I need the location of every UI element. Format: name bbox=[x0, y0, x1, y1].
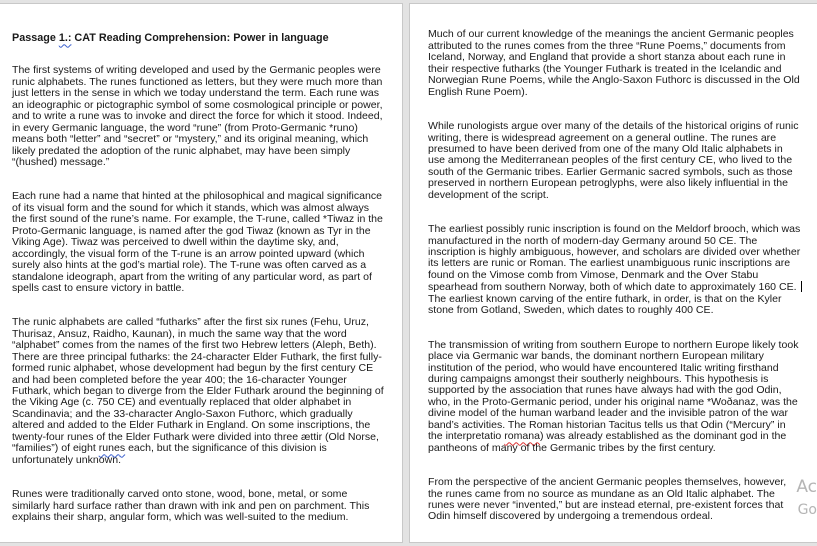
text: The transmission of writing from southern Europe to northern Europe likely took place via Germanic war bands, the dominant northern European military institution of the period, who would have encountered Italic writing firsthand during campaigns amongst their southerly neighbours. This hypothesis is supported by the association that runes have always had with the god Odin, who, in the Proto-Germanic period, under his original name *Woðanaz, was the divine model of the human warband leader and the invisible patron of the war band’s activities. The Roman historian Tacitus tells us that Odin (“Mercury” in the interpretatio bbox=[428, 338, 799, 443]
text: The runic alphabets are called “futharks” after the first six runes (Fehu, Uruz, Thurisaz, Ansuz, Raidho, Kaunan), in much the same way that the word “alphabet” comes from the names of the first two Hebrew letters (Aleph, Beth). There are three principal futharks: the 24-character Elder Futhark, the first fully- formed runic alphabet, whose development had begun by the first century CE and had been completed before the year 400; the 16-character Younger Futhark, which began to diverge from the Elder Futhark around the beginning of the Viking Age (c. 750 CE) and eventually replaced that older alphabet in Scandinavia; and the 33-character Anglo-Saxon Futhorc, which gradually altered and added to the Elder Futhark in England. On some inscriptions, the twenty-four runes of the Elder Futhark were divided into three ættir (Old Norse, “families”) of eight bbox=[12, 316, 384, 455]
paragraph: From the perspective of the ancient Germanic peoples themselves, however, the runes came from no source as mundane as an Old Italic alphabet. The runes were never “invented,” but are instead eternal, pre-existent forces that Odin himself discovered by undergoing a tremendous ordeal. bbox=[428, 476, 787, 523]
text: The earliest possibly runic inscription is found on the Meldorf brooch, which was manufactured in the north of modern-day Germany around 50 CE. The inscription is highly ambiguous, however, and scholars are divided over whether its letters are runic or Roman. The earliest unambiguous runic inscriptions are found on the Vimose comb from Vimose, Denmark and the Over Stabu spearhead from southern Norway, both of which date to approximately 160 CE. bbox=[428, 223, 801, 294]
paragraph: Each rune had a name that hinted at the philosophical and magical significance of its visual form and the sound for which it stands, which was almost always the first sound of the rune’s name. For example, the T-rune, called *Tiwaz in the Proto-Germanic language, is named after the god Tiwaz (known as Tyr in the Viking Age). Tiwaz was perceived to dwell within the daytime sky, and, accordingly, the visual form of the T-rune is an arrow pointed upward (which surely also hints at the god’s martial role). The T-rune was often carved as a standalone ideograph, apart from the writing of any particular word, as part of spells cast to ensure victory in battle. bbox=[12, 190, 383, 294]
activation-watermark-line1: Ac bbox=[796, 477, 817, 497]
passage-title bbox=[12, 33, 384, 44]
paragraph bbox=[428, 340, 802, 455]
activation-watermark-line2: Go bbox=[797, 502, 817, 518]
page-2-content[interactable] bbox=[428, 18, 802, 546]
text: The earliest known carving of the entire futhark, in order, is that on the Kyler stone from Gotland, Sweden, which dates to roughly 400 CE. bbox=[428, 292, 782, 317]
paragraph bbox=[12, 317, 384, 466]
text: each, but the significance of this division is unfortunately unknown. bbox=[12, 442, 327, 466]
text: ) was already established as the dominant god in the pantheons of many of the Germanic tribes by the first century. bbox=[428, 430, 787, 454]
spelling-flag[interactable]: romana bbox=[504, 430, 540, 443]
title-rest: CAT Reading Comprehension: Power in language bbox=[71, 32, 329, 45]
page-1-content[interactable] bbox=[12, 22, 384, 546]
paragraph: Runes were traditionally carved onto stone, wood, bone, metal, or some similarly hard surface rather than drawn with ink and pen on parchment. This explains their sharp, angular form, which was well-suited to the medium. bbox=[12, 488, 370, 523]
document-page-2[interactable] bbox=[409, 3, 817, 543]
grammar-flag[interactable]: runes bbox=[98, 442, 126, 455]
paragraph: The first systems of writing developed and used by the Germanic peoples were runic alphabets. The runes functioned as letters, but they were much more than just letters in the sense in which we today understand the term. Each rune was an ideographic or pictographic symbol of some cosmological principle or power, and to write a rune was to invoke and direct the force for which it stood. Indeed, in every Germanic language, the word “rune” (from Proto-Germanic *runo) means both “letter” and “secret” or “mystery,” and its original meaning, which likely predated the adoption of the runic alphabet, may have been simply “(hushed) message.” bbox=[12, 64, 383, 168]
grammar-flag[interactable]: 1.: bbox=[58, 32, 72, 45]
title-prefix: Passage bbox=[12, 32, 59, 45]
paragraph: Much of our current knowledge of the meanings the ancient Germanic peoples attributed to the runes comes from the three “Rune Poems,” documents from Iceland, Norway, and England that provide a short stanza about each rune in their respective futharks (the Younger Futhark is treated in the Icelandic and Norwegian Rune Poems, while the Anglo-Saxon Futhorc is discussed in the Old English Rune Poem). bbox=[428, 28, 800, 98]
paragraph bbox=[428, 224, 802, 317]
paragraph: While runologists argue over many of the details of the historical origins of runic writing, there is widespread agreement on a general outline. The runes are presumed to have been derived from one of the many Old Italic alphabets in use among the Mediterranean peoples of the first century CE, who lived to the south of the Germanic tribes. Earlier Germanic sacred symbols, such as those preserved in northern European petroglyphs, were also likely influential in the development of the script. bbox=[428, 120, 799, 201]
text-cursor bbox=[801, 281, 802, 292]
document-page-1[interactable] bbox=[0, 3, 403, 543]
